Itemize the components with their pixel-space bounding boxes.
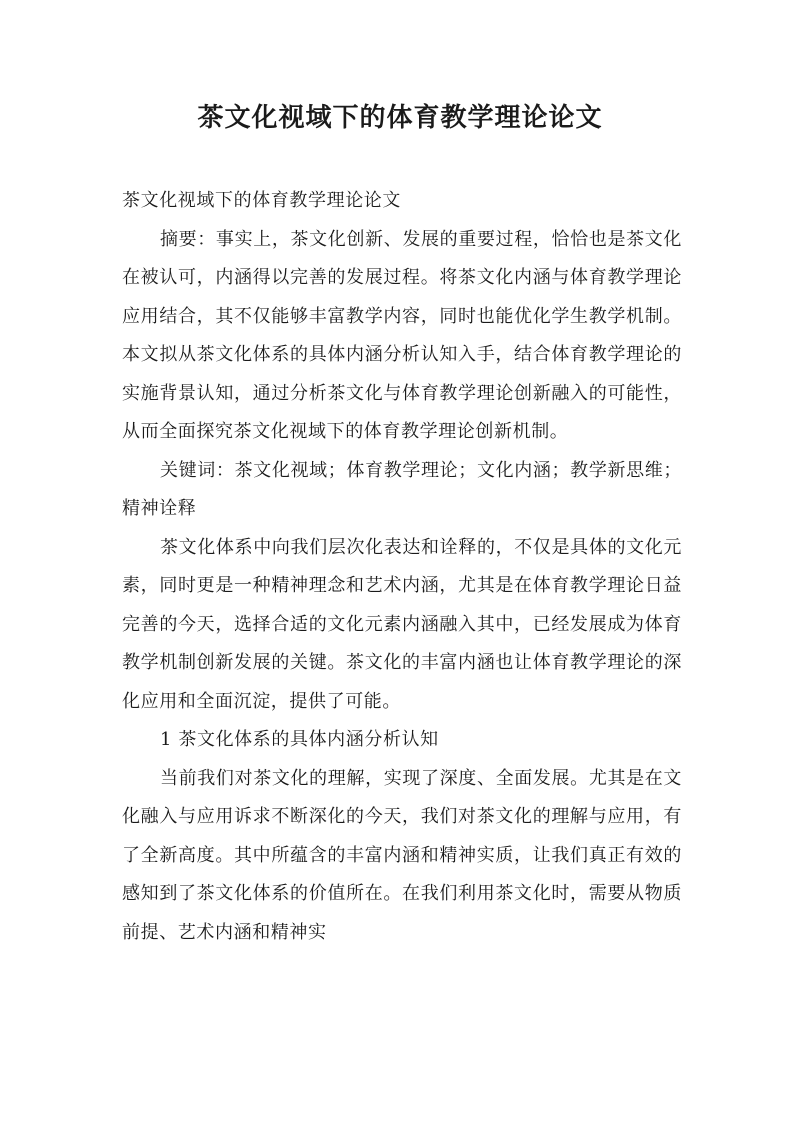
paragraph-abstract: 摘要：事实上，茶文化创新、发展的重要过程，恰恰也是茶文化在被认可，内涵得以完善的发展过程。将茶文化内涵与体育教学理论应用结合，其不仅能够丰富教学内容，同时也能优化学生教学机制。本文拟从茶文化体系的具体内涵分析认知入手，结合体育教学理论的实施背景认知，通过分析茶文化与体育教学理论创新融入的可能性，从而全面探究茶文化视域下的体育教学理论创新机制。 [122, 228, 682, 442]
document-body [122, 182, 682, 952]
paragraph-subtitle: 茶文化视域下的体育教学理论论文 [122, 190, 401, 211]
paragraph-keywords: 关键词：茶文化视域；体育教学理论；文化内涵；教学新思维；精神诠释 [122, 459, 682, 519]
paragraph-intro: 茶文化体系中向我们层次化表达和诠释的，不仅是具体的文化元素，同时更是一种精神理念和艺术内涵，尤其是在体育教学理论日益完善的今天，选择合适的文化元素内涵融入其中，已经发展成为体育教学机制创新发展的关键。茶文化的丰富内涵也让体育教学理论的深化应用和全面沉淀，提供了可能。 [122, 536, 682, 712]
paragraph-section-1: 当前我们对茶文化的理解，实现了深度、全面发展。尤其是在文化融入与应用诉求不断深化的今天，我们对茶文化的理解与应用，有了全新高度。其中所蕴含的丰富内涵和精神实质，让我们真正有效的感知到了茶文化体系的价值所在。在我们利用茶文化时，需要从物质前提、艺术内涵和精神实 [122, 767, 682, 943]
section-heading-1: 1 茶文化体系的具体内涵分析认知 [160, 729, 439, 750]
page-title: 茶文化视域下的体育教学理论论文 [197, 103, 603, 133]
